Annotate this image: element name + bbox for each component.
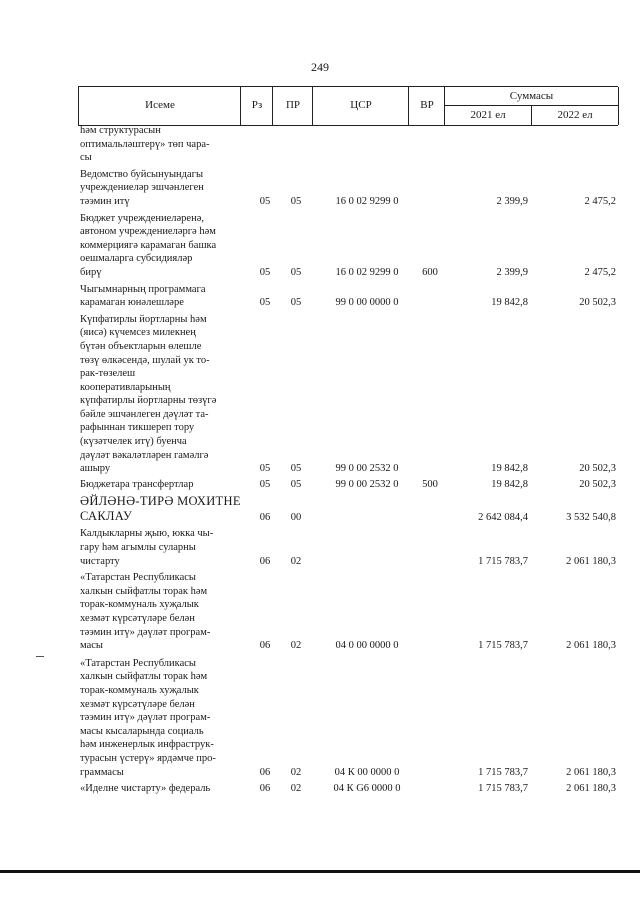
row-s2: 20 502,3 [579,478,616,490]
row-rz: 06 [259,783,271,795]
row-name: Бюджет учреждениеләренә, автоном учреждениеләргә һәм коммерциягә карамаган башка оешмаларга субсидияләр бирү [80,212,217,278]
row-csr: 99 0 00 2532 0 [335,463,399,475]
table-row [78,212,618,280]
table-row [78,313,618,476]
row-s1: 2 399,9 [496,266,528,278]
header-csr-col [312,87,409,125]
row-s1: 1 715 783,7 [478,640,528,652]
row-s1: 1 715 783,7 [478,766,528,778]
table-row [78,478,618,492]
row-csr: 16 0 02 9299 0 [335,195,399,207]
row-vr: 600 [422,266,438,278]
table-row [78,782,618,796]
row-csr: 99 0 00 2532 0 [335,478,399,490]
table-row [78,657,618,779]
row-rz: 05 [259,297,271,309]
row-rz: 05 [259,463,271,475]
row-name: Күпфатирлы йортларны һәм (яисә) күчемсез милекнең бүтән объектларын өлешле төзү өлкәсендә, шулай ук то- рак-төзелеш кооперативларының күпфатирлы йортларны төзүгә бәйле эшчәнлеген дәүләт та- рафыннан тикшереп тору (күзәтчелек итү) буенча дәүләт вәкаләтләрен гамәлгә ашыру [80,313,217,475]
row-pr: 02 [290,640,302,652]
row-pr: 05 [290,266,302,278]
row-s1: 19 842,8 [491,297,528,309]
row-csr: 04 К G6 0000 0 [333,783,401,795]
row-s2: 3 532 540,8 [566,511,616,523]
row-vr: 500 [422,478,438,490]
row-csr: 16 0 02 9299 0 [335,266,399,278]
row-s1: 2 399,9 [496,195,528,207]
table-row [78,571,618,653]
row-name: Бюджетара трансфертлар [80,478,194,490]
row-rz: 06 [259,511,271,523]
margin-mark [36,656,44,657]
row-s2: 2 061 180,3 [566,555,616,567]
bottom-border [0,870,640,873]
table-row [78,168,618,209]
row-pr: 02 [290,555,302,567]
row-pr: 02 [290,766,302,778]
header-2022-label: 2022 ел [557,109,593,121]
table-body [78,124,618,796]
table-row [78,527,618,568]
row-name: «Татарстан Республикасы халкын сыйфатлы торак һәм торак-коммуналь хуҗалык хезмәт күрсәтүләре белән тәэмин итү» дәүләт програм- масы кысаларында социаль һәм инженерлык инфраструк- турасын үстерү» ярдәмче про- граммасы [80,657,216,778]
row-rz: 05 [259,195,271,207]
row-s1: 2 642 084,4 [478,511,528,523]
row-s2: 20 502,3 [579,297,616,309]
row-s1: 19 842,8 [491,463,528,475]
page-number: 249 [311,60,329,74]
row-rz: 06 [259,640,271,652]
row-rz: 06 [259,766,271,778]
row-pr: 00 [290,511,302,523]
row-name: ӘЙЛӘНӘ-ТИРӘ МОХИТНЕ САКЛАУ [80,494,241,524]
table-row [78,124,618,165]
row-name: «Татарстан Республикасы халкын сыйфатлы торак һәм торак-коммуналь хуҗалык хезмәт күрсәтүләре белән тәэмин итү» дәүләт програм- масы [80,572,211,652]
header-sums-col [444,87,619,125]
row-s2: 2 475,2 [584,195,616,207]
row-s1: 1 715 783,7 [478,555,528,567]
header-rz-col [240,87,273,125]
row-name: Калдыкларны җыю, юкка чы- гару һәм агымлы суларны чистарту [80,528,214,567]
table-row [78,494,618,524]
row-s2: 2 061 180,3 [566,640,616,652]
row-s2: 20 502,3 [579,463,616,475]
row-name: «Иделне чистарту» федераль [80,783,211,795]
row-csr: 04 0 00 0000 0 [335,640,399,652]
row-rz: 05 [259,266,271,278]
header-vr-label: ВР [420,99,434,111]
row-s1: 19 842,8 [491,478,528,490]
header-rz-label: Рз [251,99,263,111]
header-name-label: Исеме [145,99,175,111]
row-name: һәм структурасын оптимальләштерү» төп чара- сы [80,125,210,164]
row-s2: 2 061 180,3 [566,783,616,795]
header-csr-label: ЦСР [350,99,372,111]
row-name: Ведомство буйсынуындагы учреждениеләр эшчәнлеген тәэмин итү [80,168,204,207]
table-row [78,283,618,310]
row-s1: 1 715 783,7 [478,783,528,795]
row-pr: 05 [290,478,302,490]
row-s2: 2 061 180,3 [566,766,616,778]
header-pr-col [272,87,313,125]
header-vr-col [408,87,445,125]
row-pr: 05 [290,297,302,309]
row-rz: 06 [259,555,271,567]
row-rz: 05 [259,478,271,490]
header-2021-label: 2021 ел [445,106,532,125]
row-pr: 05 [290,195,302,207]
row-s2: 2 475,2 [584,266,616,278]
row-pr: 02 [290,783,302,795]
row-name: Чыгымнарның программага карамаган юнәлешләре [80,283,206,309]
row-csr: 99 0 00 0000 0 [335,297,399,309]
table-header [78,86,618,126]
header-name-col [78,87,241,125]
row-pr: 05 [290,463,302,475]
header-sums-label: Суммасы [445,87,618,106]
row-csr: 04 К 00 0000 0 [334,766,400,778]
header-pr-label: ПР [285,99,301,111]
